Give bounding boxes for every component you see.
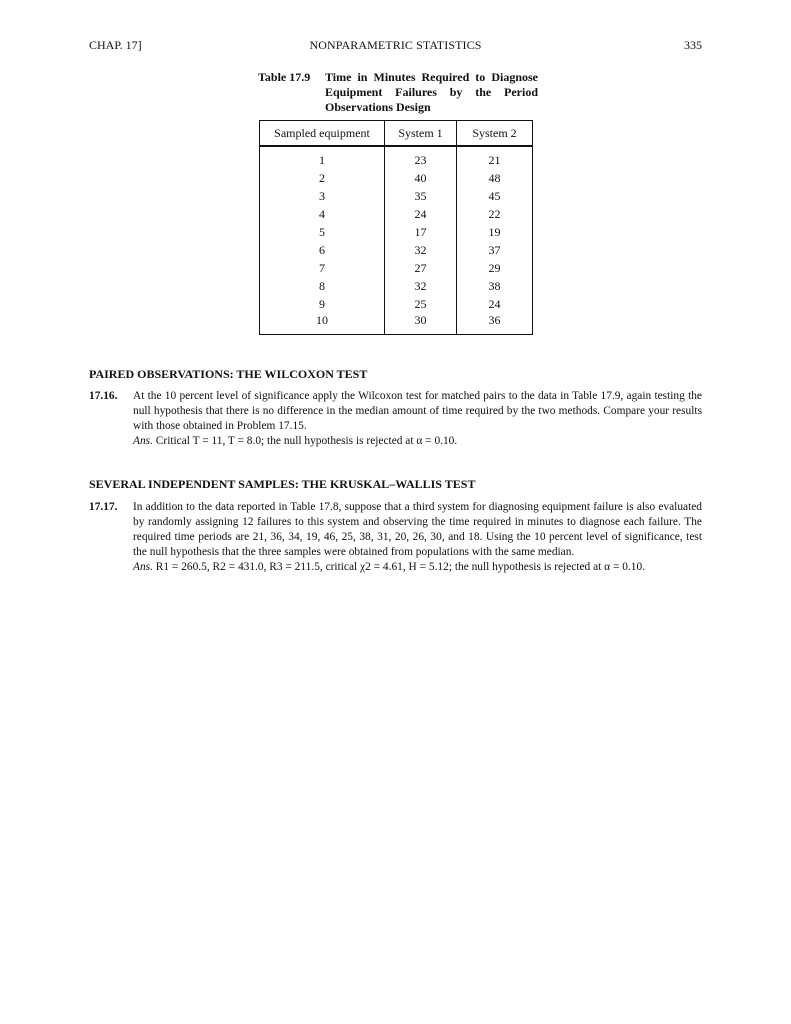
table-cell: 17 — [385, 223, 457, 241]
table-cell: 29 — [457, 259, 533, 277]
table-cell: 48 — [457, 169, 533, 187]
table-row — [260, 223, 533, 241]
table-cell: 40 — [385, 169, 457, 187]
table-cell: 9 — [260, 295, 385, 313]
answer-text: Critical T = 11, T = 8.0; the null hypothesis is rejected at α = 0.10. — [155, 435, 458, 447]
table-row — [260, 205, 533, 223]
table-header-row — [260, 121, 533, 147]
answer-label: Ans. — [133, 561, 153, 573]
table-caption-text: Time in Minutes Required to Diagnose Equipment Failures by the Period Observations Design — [325, 70, 538, 114]
table-cell: 10 — [260, 313, 385, 335]
table-cell: 23 — [385, 146, 457, 169]
table-row — [260, 259, 533, 277]
table-cell: 5 — [260, 223, 385, 241]
problem-17-16 — [89, 389, 702, 449]
table-cell: 35 — [385, 187, 457, 205]
section-heading: SEVERAL INDEPENDENT SAMPLES: THE KRUSKAL–WALLIS TEST — [89, 477, 476, 491]
table-row — [260, 146, 533, 169]
answer — [133, 434, 702, 449]
answer — [133, 560, 702, 575]
problem-text: In addition to the data reported in Table 17.8, suppose that a third system for diagnosing equipment failure is also evaluated by randomly assigning 12 failures to this system and observing the time required in minutes to diagnose each failure. The required time periods are 21, 36, 34, 19, 46, 25, 38, 31, 20, 26, 30, and 18. Using the 10 percent level of significance, test the null hypothesis that the three samples were obtained from populations with the same median. — [133, 501, 702, 558]
table-cell: 7 — [260, 259, 385, 277]
table-cell: 2 — [260, 169, 385, 187]
table-cell: 24 — [457, 295, 533, 313]
table-cell: 25 — [385, 295, 457, 313]
table-cell: 6 — [260, 241, 385, 259]
table-cell: 37 — [457, 241, 533, 259]
table-row — [260, 241, 533, 259]
page-header — [89, 38, 702, 54]
table-cell: 3 — [260, 187, 385, 205]
table-cell: 21 — [457, 146, 533, 169]
table-cell: 27 — [385, 259, 457, 277]
page-number: 335 — [684, 38, 702, 52]
table-cell: 1 — [260, 146, 385, 169]
table-cell: 32 — [385, 241, 457, 259]
problem-17-17 — [89, 500, 702, 575]
data-table — [259, 120, 533, 335]
table-label: Table 17.9 — [258, 70, 311, 84]
table-cell: 8 — [260, 277, 385, 295]
table-cell: 4 — [260, 205, 385, 223]
chapter-label: CHAP. 17] — [89, 38, 142, 52]
table-cell: 30 — [385, 313, 457, 335]
table-row — [260, 169, 533, 187]
column-header: Sampled equipment — [260, 121, 385, 147]
running-title: NONPARAMETRIC STATISTICS — [309, 38, 482, 52]
problem-number: 17.16. — [89, 390, 118, 402]
table-cell: 38 — [457, 277, 533, 295]
table-cell: 19 — [457, 223, 533, 241]
table-caption — [258, 70, 538, 115]
problem-number: 17.17. — [89, 501, 118, 513]
table-row — [260, 295, 533, 313]
column-header: System 1 — [385, 121, 457, 147]
answer-label: Ans. — [133, 435, 153, 447]
answer-text: R1 = 260.5, R2 = 431.0, R3 = 211.5, critical χ2 = 4.61, H = 5.12; the null hypothesis is rejected at α = 0.10. — [155, 561, 646, 573]
column-header: System 2 — [457, 121, 533, 147]
table-cell: 45 — [457, 187, 533, 205]
section-heading: PAIRED OBSERVATIONS: THE WILCOXON TEST — [89, 367, 368, 381]
table-cell: 24 — [385, 205, 457, 223]
table-cell: 22 — [457, 205, 533, 223]
table-cell: 32 — [385, 277, 457, 295]
table-row — [260, 313, 533, 335]
table-row — [260, 187, 533, 205]
table-row — [260, 277, 533, 295]
problem-text: At the 10 percent level of significance apply the Wilcoxon test for matched pairs to the data in Table 17.9, again testing the null hypothesis that there is no difference in the median amount of time required by the two methods. Compare your results with those obtained in Problem 17.15. — [133, 390, 702, 432]
table-cell: 36 — [457, 313, 533, 335]
